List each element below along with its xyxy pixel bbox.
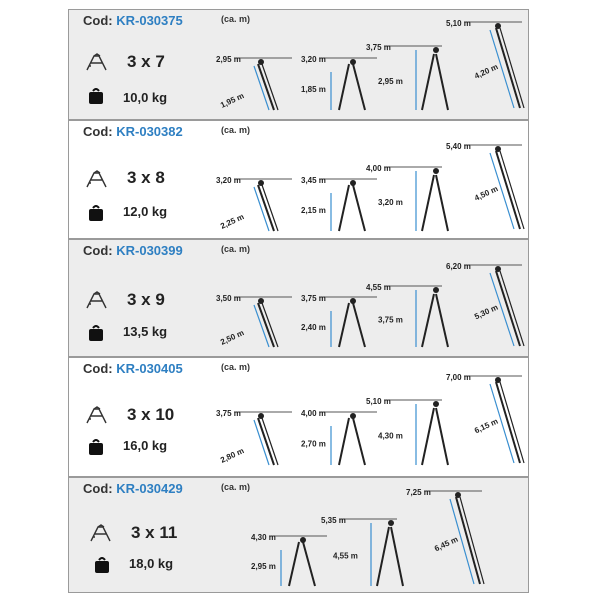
ladder-rail <box>500 151 524 229</box>
unit-note: (ca. m) <box>221 244 251 254</box>
ladder-rail <box>391 527 403 586</box>
height-label: 3,75 m <box>366 43 391 52</box>
worker-figure <box>495 146 501 152</box>
worker-figure <box>433 287 439 293</box>
ladder-rail <box>258 303 274 347</box>
height-label: 7,00 m <box>446 373 471 382</box>
length-label: 2,40 m <box>301 323 326 332</box>
length-label: 2,80 m <box>219 446 246 465</box>
length-label: 2,25 m <box>219 212 246 231</box>
ladder-rail <box>422 54 434 110</box>
height-label: 5,10 m <box>446 19 471 28</box>
product-panel-3 <box>68 239 529 357</box>
ladder-weight: 12,0 kg <box>123 204 168 219</box>
worker-figure <box>495 377 501 383</box>
ladder-rail <box>456 497 480 584</box>
ladder-rail <box>339 185 349 231</box>
worker-figure <box>300 537 306 543</box>
ladder-weight: 10,0 kg <box>123 90 168 105</box>
cod-label: Cod: <box>83 481 113 496</box>
ladder-rail <box>262 185 278 231</box>
height-label: 4,55 m <box>366 283 391 292</box>
height-label: 3,20 m <box>301 55 326 64</box>
ladder-rail <box>262 303 278 347</box>
length-label: 5,30 m <box>473 302 500 322</box>
height-label: 4,00 m <box>366 164 391 173</box>
ladder-rail <box>496 271 520 346</box>
product-code: KR-030382 <box>116 124 183 139</box>
ladder-rail <box>496 28 520 108</box>
ladder-rail <box>496 151 520 229</box>
length-label: 2,15 m <box>301 206 326 215</box>
height-label: 3,45 m <box>301 176 326 185</box>
cod-label: Cod: <box>83 124 113 139</box>
worker-figure <box>433 168 439 174</box>
ladder-config <box>216 55 292 110</box>
length-label: 2,70 m <box>301 439 326 449</box>
ladder-rail <box>262 64 278 110</box>
length-label: 2,95 m <box>378 77 403 86</box>
ladder-rail <box>436 175 448 231</box>
cod-label: Cod: <box>83 361 113 376</box>
ladder-config <box>446 19 524 108</box>
ladder-rail <box>353 418 365 465</box>
height-label: 6,20 m <box>446 262 471 271</box>
product-code: KR-030405 <box>116 361 183 376</box>
ladder-weight: 13,5 kg <box>123 324 168 339</box>
ladder-rail <box>262 418 278 465</box>
length-label: 6,45 m <box>433 534 460 554</box>
ladder-size: 3 x 10 <box>127 405 175 424</box>
unit-note: (ca. m) <box>221 125 251 135</box>
product-panel-2 <box>68 120 529 239</box>
height-label: 7,25 m <box>406 488 431 497</box>
ladder-rail <box>339 64 349 110</box>
ladder-rail <box>500 28 524 108</box>
length-label: 4,55 m <box>333 551 358 561</box>
ladder-size: 3 x 11 <box>131 523 178 542</box>
ladder-rail <box>422 175 434 231</box>
ladder-rail <box>422 294 434 347</box>
length-label: 2,95 m <box>251 562 276 571</box>
length-label: 4,30 m <box>378 431 403 441</box>
length-label: 6,15 m <box>473 416 500 436</box>
height-label: 5,40 m <box>446 142 471 151</box>
height-label: 3,75 m <box>216 409 241 418</box>
ladder-config <box>366 43 448 110</box>
ladder-config <box>366 283 448 347</box>
unit-note: (ca. m) <box>221 362 251 372</box>
ladder-rail <box>460 497 484 584</box>
worker-figure <box>433 401 439 407</box>
ladder-rail <box>353 64 365 110</box>
ladder-rail <box>496 382 520 463</box>
ladder-diagrams <box>69 240 530 358</box>
product-code: KR-030399 <box>116 243 183 258</box>
length-label: 3,20 m <box>378 198 403 207</box>
ladder-rail <box>303 542 315 586</box>
ladder-rail <box>339 418 349 465</box>
ladder-config <box>446 373 524 463</box>
ladder-size: 3 x 8 <box>127 168 165 187</box>
product-code: KR-030375 <box>116 13 183 28</box>
ladder-rail <box>258 185 274 231</box>
worker-figure <box>258 298 264 304</box>
ladder-rail <box>436 294 448 347</box>
ladder-config <box>216 409 292 465</box>
height-label: 3,75 m <box>301 294 326 303</box>
ladder-rail <box>353 185 365 231</box>
ladder-size: 3 x 9 <box>127 290 165 309</box>
worker-figure <box>350 59 356 65</box>
worker-figure <box>258 180 264 186</box>
ladder-config <box>301 294 377 347</box>
height-label: 2,95 m <box>216 55 241 64</box>
product-panel-5 <box>68 477 529 593</box>
product-panel-4 <box>68 357 529 477</box>
length-label: 1,95 m <box>219 91 246 110</box>
ladder-config <box>321 516 403 586</box>
ladder-rail <box>422 408 434 465</box>
length-label: 1,85 m <box>301 85 326 94</box>
length-label: 2,50 m <box>219 328 246 347</box>
ladder-config <box>216 176 292 231</box>
worker-figure <box>350 413 356 419</box>
length-label: 4,50 m <box>473 184 500 203</box>
ladder-rail <box>258 64 274 110</box>
worker-figure <box>350 298 356 304</box>
worker-figure <box>495 23 501 29</box>
ladder-config <box>301 176 377 231</box>
ladder-weight: 16,0 kg <box>123 438 168 453</box>
ladder-rail <box>377 527 389 586</box>
ladder-rail <box>500 271 524 346</box>
ladder-config <box>251 533 327 586</box>
height-label: 5,10 m <box>366 397 391 406</box>
height-label: 5,35 m <box>321 516 346 525</box>
ladder-config <box>216 294 292 347</box>
worker-figure <box>350 180 356 186</box>
ladder-config <box>366 397 448 465</box>
ladder-diagrams <box>69 358 530 478</box>
unit-note: (ca. m) <box>221 482 251 492</box>
ladder-rail <box>436 54 448 110</box>
ladder-config <box>406 488 484 584</box>
ladder-diagrams <box>69 10 530 121</box>
height-label: 3,50 m <box>216 294 241 303</box>
worker-figure <box>388 520 394 526</box>
height-label: 4,00 m <box>301 409 326 418</box>
ladder-rail <box>258 418 274 465</box>
worker-figure <box>258 59 264 65</box>
ladder-diagrams <box>69 121 530 240</box>
ladder-rail <box>339 303 349 347</box>
cod-label: Cod: <box>83 243 113 258</box>
worker-figure <box>433 47 439 53</box>
ladder-rail <box>353 303 365 347</box>
length-label: 3,75 m <box>378 315 403 325</box>
cod-label: Cod: <box>83 13 113 28</box>
ladder-diagrams <box>69 478 530 594</box>
ladder-config <box>446 262 524 346</box>
ladder-size: 3 x 7 <box>127 52 165 71</box>
height-label: 3,20 m <box>216 176 241 185</box>
worker-figure <box>258 413 264 419</box>
length-label: 4,20 m <box>473 62 500 81</box>
ladder-weight: 18,0 kg <box>129 556 174 571</box>
ladder-config <box>301 409 377 465</box>
product-panel-1 <box>68 9 529 120</box>
worker-figure <box>495 266 501 272</box>
height-label: 4,30 m <box>251 533 276 542</box>
ladder-config <box>301 55 377 110</box>
ladder-config <box>446 142 524 229</box>
ladder-config <box>366 164 448 231</box>
unit-note: (ca. m) <box>221 14 251 24</box>
ladder-rail <box>436 408 448 465</box>
product-code: KR-030429 <box>116 481 183 496</box>
ladder-rail <box>500 382 524 463</box>
ladder-rail <box>289 542 299 586</box>
worker-figure <box>455 492 461 498</box>
